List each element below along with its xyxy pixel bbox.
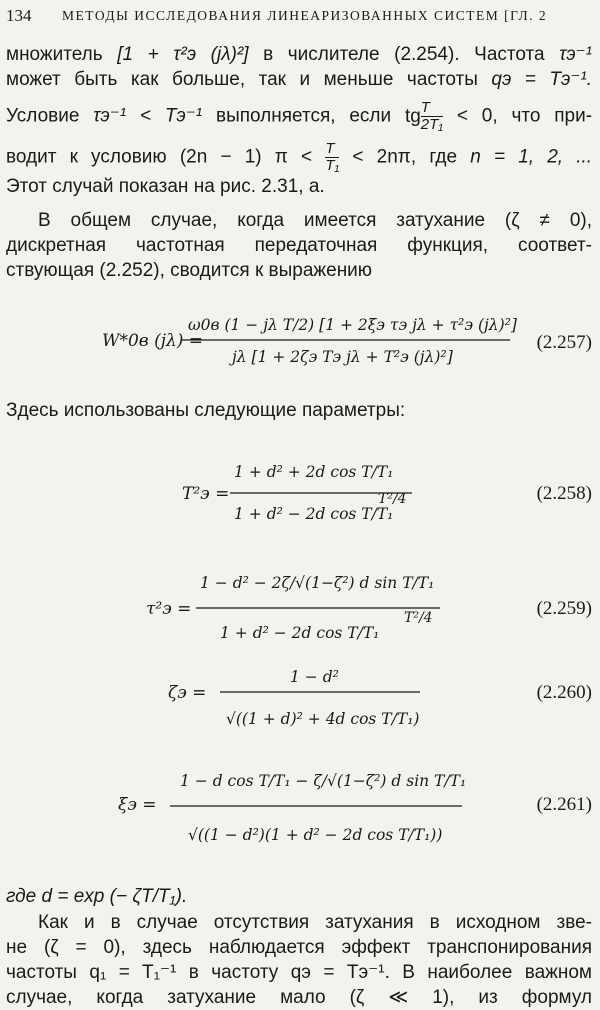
eq259-denominator: 1 + d² − 2d cos T/T₁ bbox=[220, 624, 380, 642]
eq258-numerator: 1 + d² + 2d cos T/T₁ bbox=[234, 463, 394, 481]
p1-line-5: Этот случай показан на рис. 2.31, а. bbox=[6, 176, 325, 197]
eq260-lhs: ζэ = bbox=[168, 683, 207, 703]
p2-line-3: ствующая (2.252), сводится к выражению bbox=[6, 260, 373, 281]
inline-math: n = 1, 2, ... bbox=[470, 146, 593, 168]
eq257-denominator: jλ [1 + 2ζэ Tэ jλ + T²э (jλ)²] bbox=[232, 348, 453, 366]
inline-math: qэ = Tэ⁻¹. bbox=[491, 69, 592, 90]
equation-2-260-graphic bbox=[0, 668, 520, 748]
p1-text: множитель bbox=[6, 44, 103, 65]
p5-line-2: не (ζ = 0), здесь наблюдается эффект транспонирования bbox=[6, 937, 592, 958]
inline-math: [1 + τ²э (jλ)²] bbox=[117, 44, 249, 65]
running-header bbox=[6, 6, 594, 28]
inline-math: τэ⁻¹ < Tэ⁻¹ bbox=[93, 105, 203, 127]
equation-number: (2.260) bbox=[536, 682, 592, 703]
equation-2-259 bbox=[0, 558, 600, 662]
inline-math: τэ⁻¹ bbox=[559, 44, 592, 65]
t-over-t1-fraction: $\frac{T}{\text{T₁}}$ bbox=[325, 140, 340, 174]
p1-text: Условие bbox=[6, 105, 80, 127]
p4-line: где d = exp (− ζT/T₁). bbox=[6, 886, 188, 907]
p1-text: < 0, что при- bbox=[456, 105, 593, 127]
eq258-lhs: T²э = bbox=[182, 484, 230, 504]
p1-text: выполняется, если bbox=[215, 105, 392, 127]
p1-text: < 2nπ, где bbox=[352, 146, 458, 168]
p2-line-1: В общем случае, когда имеется затухание (ζ ≠ 0), bbox=[38, 210, 592, 231]
paragraph-4 bbox=[6, 884, 592, 909]
eq259-numerator: 1 − d² − 2ζ/√(1−ζ²) d sin T/T₁ bbox=[200, 574, 435, 592]
equation-2-261-graphic bbox=[0, 760, 520, 864]
equation-2-257-graphic bbox=[0, 296, 520, 380]
equation-2-261 bbox=[0, 760, 600, 864]
eq257-lhs: W*0в (jλ) = bbox=[102, 331, 204, 351]
equation-number: (2.258) bbox=[536, 483, 592, 504]
p1-line-1 bbox=[6, 42, 592, 67]
p5-line-1: Как и в случае отсутствия затухания в исходном зве- bbox=[38, 912, 592, 933]
p1-text: в числителе (2.254). Частота bbox=[263, 44, 545, 65]
page-number: 134 bbox=[6, 6, 32, 25]
equation-number: (2.259) bbox=[536, 598, 592, 619]
inline-math: (2n − 1) π < bbox=[179, 146, 313, 168]
p2-line-2: дискретная частотная передаточная функция, соответ- bbox=[6, 235, 592, 256]
p3-line: Здесь использованы следующие параметры: bbox=[6, 400, 406, 421]
equation-2-260 bbox=[0, 668, 600, 748]
eq257-numerator: ω0в (1 − jλ T/2) [1 + 2ξэ τэ jλ + τ²э (jλ)²] bbox=[188, 316, 517, 334]
running-title: МЕТОДЫ ИССЛЕДОВАНИЯ ЛИНЕАРИЗОВАННЫХ СИСТЕМ [ГЛ. 2 bbox=[62, 8, 548, 23]
eq260-denominator: √((1 + d)² + 4d cos T/T₁) bbox=[226, 710, 420, 728]
equation-2-257 bbox=[0, 296, 600, 380]
p5-line-3: частоты q₁ = T₁⁻¹ в частоту qэ = Tэ⁻¹. В наиболее важном bbox=[6, 962, 592, 983]
equation-number: (2.257) bbox=[536, 332, 592, 353]
equation-2-258-graphic bbox=[0, 445, 520, 541]
equation-number: (2.261) bbox=[536, 794, 592, 815]
eq258-factor: T²/4 bbox=[378, 491, 407, 507]
p1-line-4 bbox=[6, 141, 592, 174]
eq261-denominator: √((1 − d²)(1 + d² − 2d cos T/T₁)) bbox=[188, 826, 443, 844]
equation-2-258 bbox=[0, 445, 600, 541]
paragraph-2 bbox=[6, 208, 592, 283]
p1-line-2 bbox=[6, 67, 592, 92]
eq258-denominator: 1 + d² − 2d cos T/T₁ bbox=[234, 505, 394, 523]
paragraph-1 bbox=[6, 42, 592, 199]
p1-line-3 bbox=[6, 100, 592, 133]
eq259-lhs: τ²э = bbox=[146, 599, 192, 619]
p5-line-4: случае, когда затухание мало (ζ ≪ 1), из формул bbox=[6, 987, 592, 1008]
eq261-lhs: ξэ = bbox=[118, 795, 157, 815]
p1-text: может быть как больше, так и меньше частоты bbox=[6, 69, 478, 90]
equation-2-259-graphic bbox=[0, 558, 520, 662]
eq260-numerator: 1 − d² bbox=[290, 668, 339, 686]
p1-text: водит к условию bbox=[6, 146, 167, 168]
tg-fraction: tg $\frac{T}{\text{2T₁}}$ bbox=[404, 99, 444, 133]
eq259-factor: T²/4 bbox=[404, 610, 433, 626]
paragraph-5 bbox=[6, 910, 592, 1010]
eq261-numerator: 1 − d cos T/T₁ − ζ/√(1−ζ²) d sin T/T₁ bbox=[180, 772, 467, 790]
paragraph-3 bbox=[6, 398, 592, 423]
